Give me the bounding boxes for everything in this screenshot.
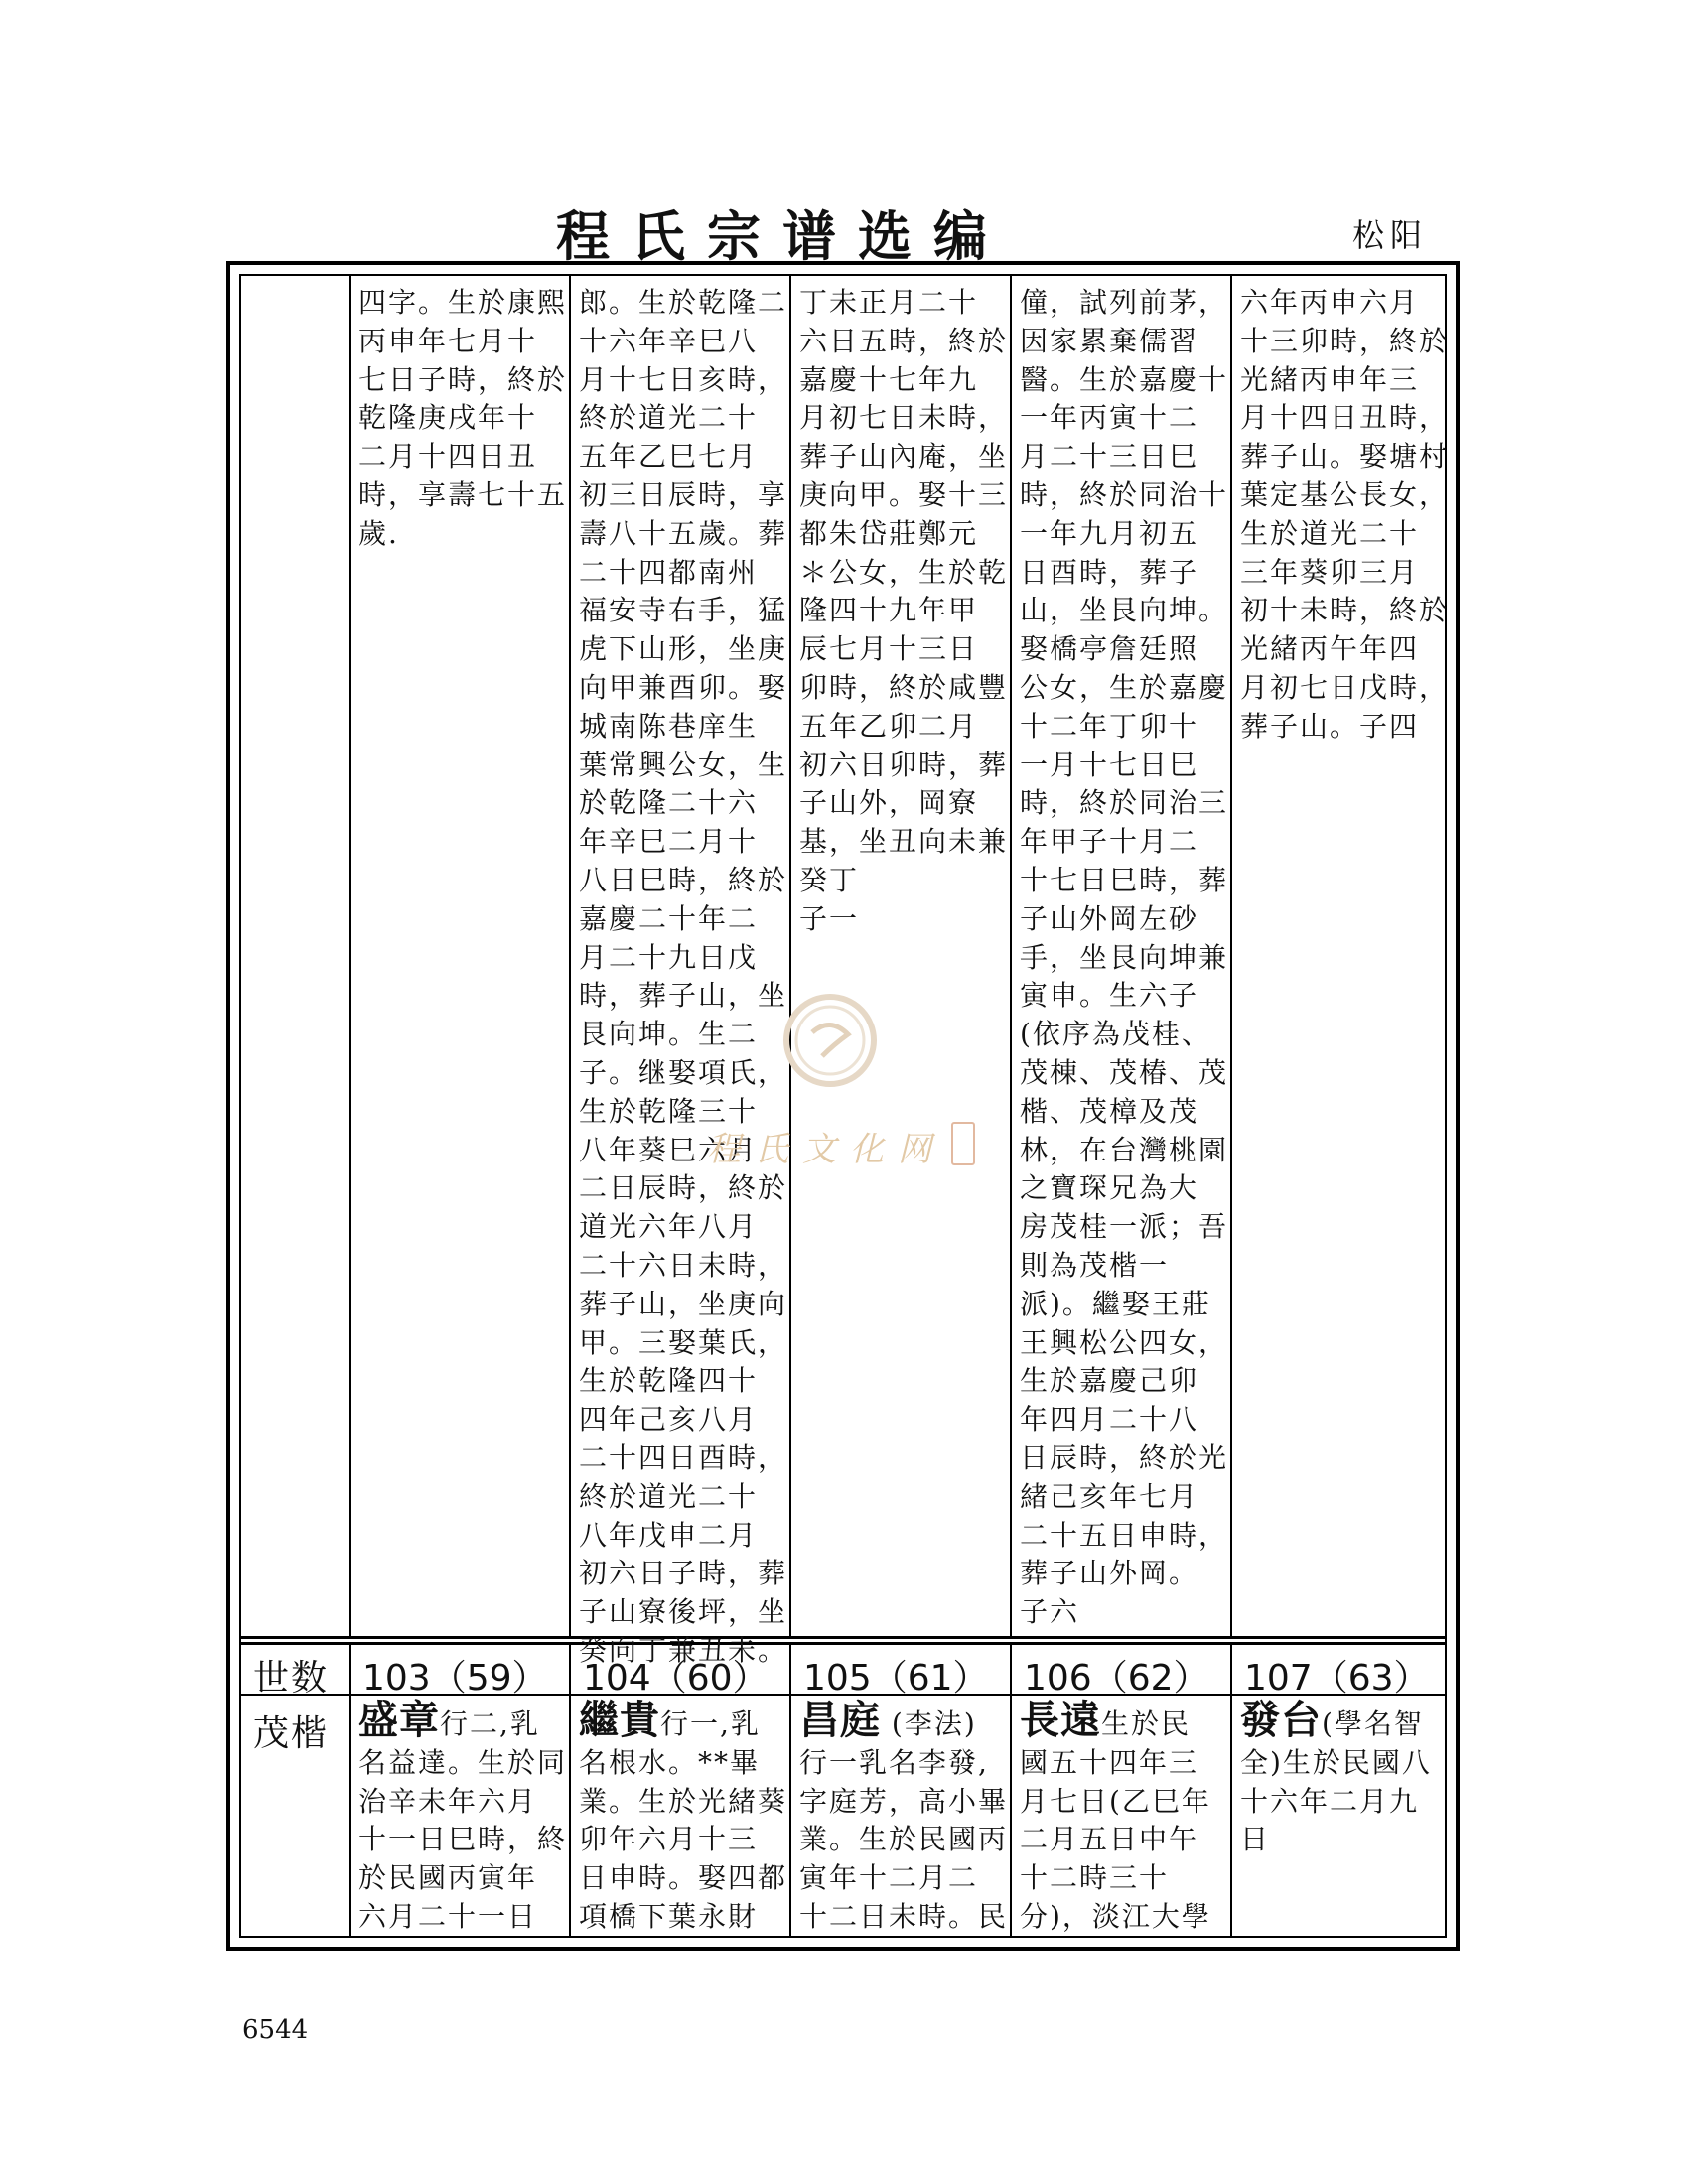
watermark-text: 程氏文化网 <box>707 1130 945 1169</box>
generation-label: 世数 <box>253 1658 330 1699</box>
person-name: 繼貴 <box>579 1698 660 1743</box>
upper-cell-5: 六年丙申六月 十三卯時，終於 光緒丙申年三 月十四日丑時， 葬子山。娶塘村 葉定基公長女， 生於道光二十 三年葵卯三月 初十未時，終於 光緒丙午年四 月初七日戊時， 葬子山。子四 <box>1240 286 1450 743</box>
upper-cell-4: 僮，試列前茅， 因家累棄儒習 醫。生於嘉慶十 一年丙寅十二 月二十三日巳 時，終於同治十 一年九月初五 日酉時，葬子 山，坐艮向坤。 娶橋亭詹廷照 公女，生於嘉慶 十二年丁卯十 一月十七日巳 時，終於同治三 年甲子十月二 十七日巳時，葬 子山外岡左砂 手，坐艮向坤兼 寅申。生六子 (依序為茂桂、 茂棟、茂椿、茂 楷、茂樟及茂 林，在台灣桃園 之寶琛兄為大 房茂桂一派；吾 則為茂楷一 派)。繼娶王莊 王興松公四女， 生於嘉慶己卯 年四月二十八 日辰時，終於光 緒己亥年七月 二十五日申時， 葬子山外岡。 子六 <box>1020 286 1229 1629</box>
lower-cell-3 <box>791 1698 1010 1940</box>
generation-104: 104（60） <box>583 1658 769 1699</box>
section-divider <box>241 1636 1445 1645</box>
lower-cell-5 <box>1232 1698 1449 1940</box>
person-bio: (學名智 全)生於民國八 十六年二月九 日 <box>1240 1707 1432 1856</box>
page-number: 6544 <box>242 2015 309 2045</box>
generation-107: 107（63） <box>1244 1658 1430 1699</box>
person-bio: (李法) 行一乳名李發, 字庭芳，高小畢 業。生於民國丙 寅年十二月二 十二日未時。民 <box>799 1707 1009 1933</box>
person-name: 發台 <box>1240 1698 1322 1743</box>
lower-cell-2 <box>571 1698 789 1940</box>
person-name: 長遠 <box>1020 1698 1101 1743</box>
upper-cell-3: 丁未正月二十 六日五時，終於 嘉慶十七年九 月初七日未時， 葬子山內庵，坐 庚向甲。娶十三 都朱岱莊鄭元 ＊公女，生於乾 隆四十九年甲 辰七月十三日 卯時，終於咸豐 五年乙卯二月 初六日卯時，葬 子山外，岡寮 基，坐丑向未兼 癸丁 子一 <box>799 286 1009 935</box>
person-name: 盛章 <box>358 1698 440 1743</box>
person-bio: 生於民 國五十四年三 月七日(乙巳年 二月五日中午 十二時三十 分)，淡江大學 <box>1020 1707 1211 1933</box>
generation-106: 106（62） <box>1024 1658 1209 1699</box>
generation-103: 103（59） <box>362 1658 548 1699</box>
table-inner-border <box>239 274 1450 1938</box>
lower-cell-1 <box>351 1698 569 1940</box>
region-label: 松阳 <box>1352 216 1429 254</box>
person-bio: 行二,乳 名益達。生於同 治辛未年六月 十一日巳時，終 於民國丙寅年 六月二十一日 <box>358 1707 568 1933</box>
person-name: 昌庭 <box>799 1698 881 1743</box>
watermark-stamp-icon <box>951 1122 975 1165</box>
genealogy-table <box>226 261 1460 1951</box>
generation-105: 105（61） <box>803 1658 989 1699</box>
lower-cell-4 <box>1012 1698 1230 1940</box>
page-title: 程氏宗谱选编 <box>556 205 1009 268</box>
upper-cell-2: 郎。生於乾隆二 十六年辛巳八 月十七日亥時， 終於道光二十 五年乙巳七月 初三日辰時，享 壽八十五歲。葬 二十四都南州 福安寺右手，猛 虎下山形，坐庚 向甲兼酉卯。娶 城南陈巷庠生 葉常興公女，生 於乾隆二十六 年辛巳二月十 八日巳時，終於 嘉慶二十年二 月二十九日戊 時，葬子山，坐 艮向坤。生二 子。继娶項氏， 生於乾隆三十 八年葵巳六月 二日辰時，終於 道光六年八月 二十六日未時， 葬子山，坐庚向 甲。三娶葉氏， 生於乾隆四十 四年己亥八月 二十四日酉時， 終於道光二十 八年戊申二月 初六日子時，葬 子山寮後坪，坐 癸向丁兼丑未。 <box>579 286 788 1667</box>
upper-cell-1: 四字。生於康熙 丙申年七月十 七日子時，終於 乾隆庚戌年十 二月十四日丑 時，享壽七十五 歲. <box>358 286 568 550</box>
person-bio: 行一,乳 名根水。**畢 業。生於光緒葵 卯年六月十三 日申時。娶四都 項橋下葉永財 <box>579 1707 788 1933</box>
watermark-seal-icon <box>782 993 878 1088</box>
lineage-label: 茂楷 <box>253 1713 330 1754</box>
